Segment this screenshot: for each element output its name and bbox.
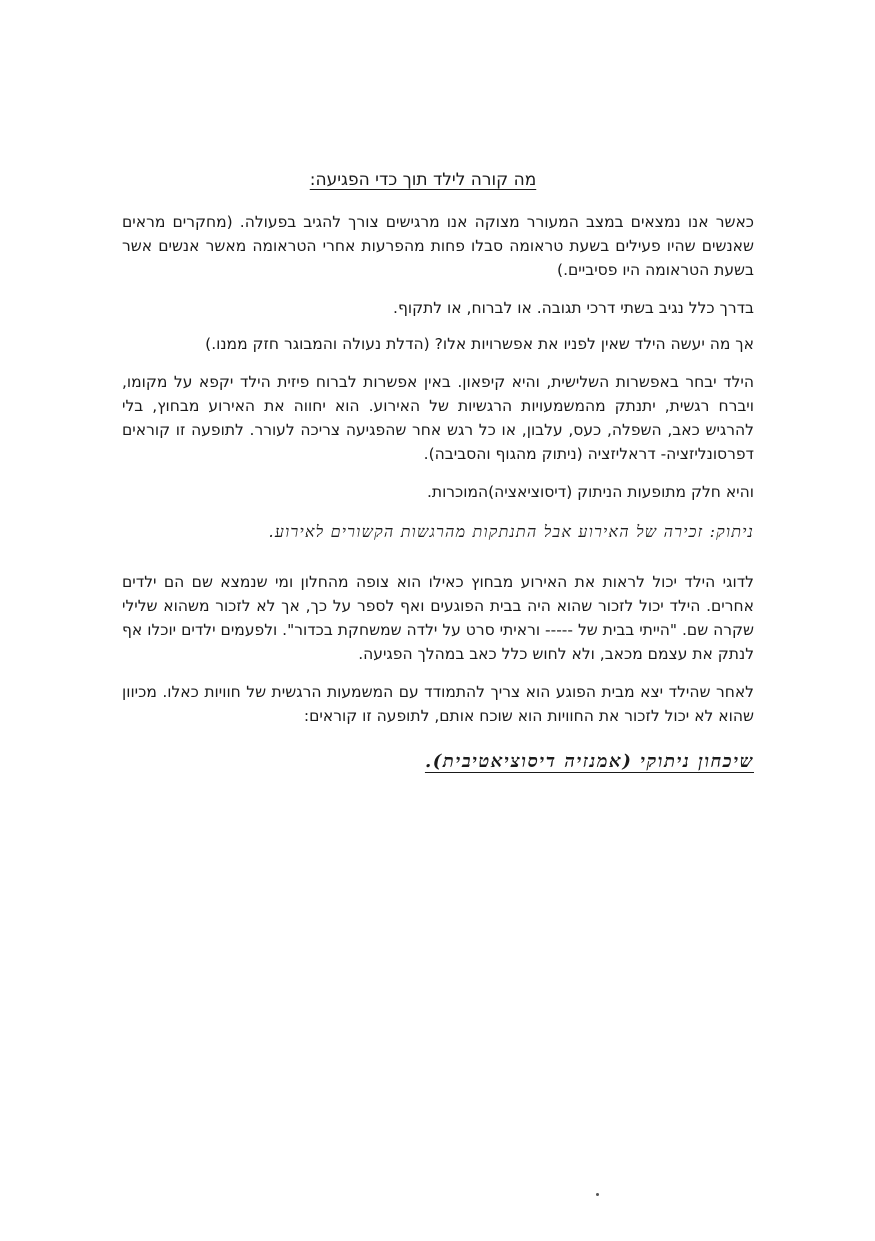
paragraph-6: לדוגי הילד יכול לראות את האירוע מבחוץ כאילו הוא צופה מהחלון ומי שנמצא שם הם ילדים אחרים. הילד יכול לזכור שהוא היה בבית הפוגעים ואף לספר על כך, אך לא לזכור משהוא שלילי שקרה שם. "הייתי בבית של ----- וראיתי סרט על ילדה שמשחקת בכדור". ולפעמים ילדים יוכלו אף לנתק את עצמם מכאב, ולא לחוש כלל כאב במהלך הפגיעה. — [122, 573, 754, 663]
paragraph-3: אך מה יעשה הילד שאין לפניו את אפשרויות אלו? (הדלת נעולה והמבוגר חזק ממנו.) — [205, 335, 754, 353]
paragraph-4: הילד יבחר באפשרות השלישית, והיא קיפאון. באין אפשרות לברוח פיזית הילד יקפא על מקומו, ויברח רגשית, יתנתק מהמשמעויות הרגשיות של האירוע. הוא יחווה את האירוע מבחוץ, בלי להרגיש כאב, השפלה, כעס, עלבון, או כל רגש אחר שהפגיעה צריכה לעורר. לתופעה זו קוראים דפרסונליזציה- דראליזציה (ניתוק מהגוף והסביבה). — [122, 373, 754, 463]
paragraph-7: לאחר שהילד יצא מבית הפוגע הוא צריך להתמודד עם המשמעות הרגשית של חוויות כאלו. מכיוון שהוא לא יכול לזכור את החוויות הוא שוכח אותם, לתופעה זו קוראים: — [122, 683, 754, 725]
scan-speck — [596, 1193, 599, 1196]
handwritten-note: ניתוק: זכירה של האירוע אבל התנתקות מהרגשות הקשורים לאירוע. — [268, 522, 754, 541]
paragraph-1: כאשר אנו נמצאים במצב המעורר מצוקה אנו מרגישים צורך להגיב בפעולה. (מחקרים מראים שאנשים שהיו פעילים בשעת טראומה סבלו פחות מהפרעות אחרי הטראומה מאשר אנשים אשר בשעת הטראומה היו פסיביים.) — [122, 213, 754, 279]
paragraph-5: והיא חלק מתופעות הניתוק (דיסוציאציה)המוכרות. — [426, 483, 754, 501]
document-body — [122, 168, 754, 774]
handwritten-conclusion: שיכחון ניתוקי (אמנזיה דיסוציאטיבית). — [424, 751, 754, 772]
page-title: מה קורה לילד תוך כדי הפגיעה: — [309, 170, 537, 190]
paragraph-2: בדרך כלל נגיב בשתי דרכי תגובה. או לברוח, או לתקוף. — [393, 299, 754, 317]
